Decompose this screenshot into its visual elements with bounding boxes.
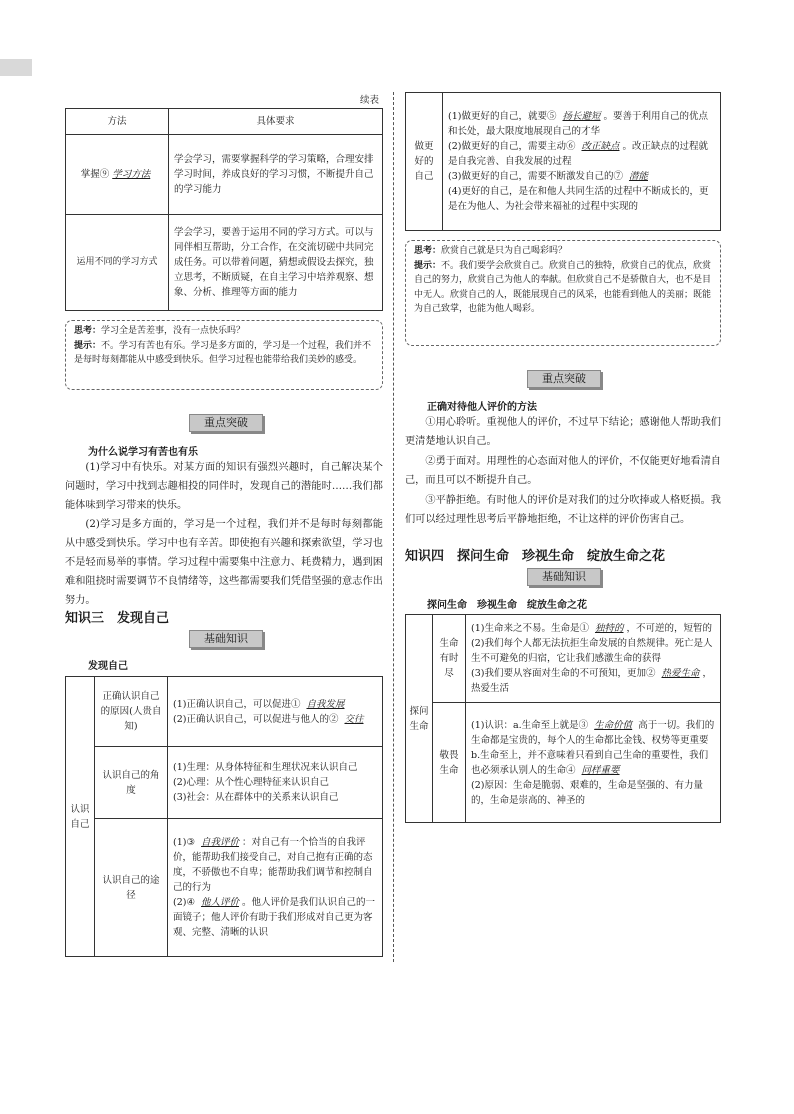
discover-self-table — [65, 676, 383, 957]
table-row — [66, 747, 383, 819]
row-label: 正确认识自己的原因(人贵自知) — [95, 677, 168, 747]
paragraph: (1)学习中有快乐。对某方面的知识有强烈兴趣时，自己解决某个问题时，学习中找到志趣相投的同伴时，发现自己的潜能时……我们都能体味到学习带来的快乐。 — [65, 462, 383, 511]
table-header-method: 方法 — [66, 109, 169, 135]
paragraph: ③平静拒绝。有时他人的评价是对我们的过分吹捧或人格贬损。我们可以经过理性思考后平静地拒绝，不让这样的评价伤害自己。 — [405, 495, 721, 525]
row-label: 做更好的自己 — [406, 93, 443, 231]
page-edge-tab — [0, 59, 32, 76]
method-cell: 掌握⑨ 学习方法 — [66, 135, 169, 215]
row-content: (1)生命来之不易。生命是① 独特的 ，不可逆的，短暂的 (2)我们每个人都无法抗拒生命发展的自然规律。死亡是人生不可避免的归宿，它让我们感激生命的获得 (3)我们要从容面对生命的不可预知，更加② 热爱生命 ，热爱生活 — [466, 615, 721, 703]
row-label: 认识自己的途径 — [95, 819, 168, 957]
table-row — [66, 135, 383, 215]
method-cell: 运用不同的学习方式 — [66, 215, 169, 311]
table-row — [406, 93, 721, 231]
better-self-table — [405, 92, 721, 231]
continued-label: 续表 — [360, 95, 380, 106]
table-row — [406, 615, 721, 703]
subsection-title: 发现自己 — [88, 661, 128, 672]
key-point-banner: 重点突破 — [527, 370, 601, 388]
requirement-cell: 学会学习，要善于运用不同的学习方式。可以与同伴相互帮助，分工合作，在交流切磋中共同完成任务。可以带着问题，猜想或假设去探究，独立思考，不断质疑，在自主学习中培养观察、想象、分析、推理等方面的能力 — [169, 215, 383, 311]
row-label: 生命有时尽 — [433, 615, 466, 703]
think-box: 思考：学习全是苦差事，没有一点快乐吗？ 提示：不。学习有苦也有乐。学习是多方面的，学习是一个过程，我们并不是每时每刻都能从中感受到快乐。但学习过程也能带给我们美妙的感受。 — [65, 320, 383, 390]
row-label: 敬畏生命 — [433, 703, 466, 823]
basic-knowledge-banner: 基础知识 — [189, 630, 263, 648]
row-content: (1)正确认识自己，可以促进① 自我发展 (2)正确认识自己，可以促进与他人的② 交往 — [168, 677, 383, 747]
basic-knowledge-banner: 基础知识 — [527, 568, 601, 586]
subsection-title: 探问生命 珍视生命 绽放生命之花 — [427, 600, 587, 611]
table-row — [66, 819, 383, 957]
table-row — [66, 215, 383, 311]
paragraph: ①用心聆听。重视他人的评价，不过早下结论；感谢他人帮助我们更清楚地认识自己。 — [405, 417, 721, 447]
key-point-title: 为什么说学习有苦也有乐 — [88, 447, 198, 458]
table-row — [66, 677, 383, 747]
paragraph: ②勇于面对。用理性的心态面对他人的评价，不仅能更好地看清自己，而且可以不断提升自己。 — [405, 456, 721, 486]
group-label: 探问生命 — [406, 615, 433, 823]
key-point-title: 正确对待他人评价的方法 — [427, 402, 537, 413]
row-content: (1)认识：a.生命至上就是③ 生命价值 高于一切。我们的生命都是宝贵的，每个人的生命都比金钱、权势等更重要 b.生命至上，并不意味着只看到自己生命的重要性，我们也必须承认别人的生命④ 同样重要 (2)原因：生命是脆弱、艰难的，生命是坚强的、有力量的，生命是崇高的、神圣的 — [466, 703, 721, 823]
section-title: 知识四 探问生命 珍视生命 绽放生命之花 — [405, 549, 666, 564]
section-title: 知识三 发现自己 — [65, 611, 170, 626]
life-table — [405, 614, 721, 823]
column-divider — [393, 92, 394, 962]
row-content: (1)做更好的自己，就要⑤ 扬长避短 。要善于利用自己的优点和长处，最大限度地展现自己的才华 (2)做更好的自己，需要主动⑥ 改正缺点 。改正缺点的过程就是自我完善、自我发展的过程 (3)做更好的自己，需要不断激发自己的⑦ 潜能 (4)更好的自己，是在和他人共同生活的过程中不断成长的，更是在为他人、为社会带来福祉的过程中实现的 — [443, 93, 721, 231]
key-point-banner: 重点突破 — [189, 414, 263, 432]
row-label: 认识自己的角度 — [95, 747, 168, 819]
row-content: (1)生理：从身体特征和生理状况来认识自己 (2)心理：从个性心理特征来认识自己 (3)社会：从在群体中的关系来认识自己 — [168, 747, 383, 819]
methods-table — [65, 108, 383, 311]
requirement-cell: 学会学习，需要掌握科学的学习策略，合理安排学习时间，养成良好的学习习惯，不断提升自己的学习能力 — [169, 135, 383, 215]
paragraph: (2)学习是多方面的，学习是一个过程，我们并不是每时每刻都能从中感受到快乐。学习中也有辛苦。即使抱有兴趣和探索欲望，学习也不是轻而易举的事情。学习过程中需要集中注意力、耗费精力，遇到困难和阻挠时需要调节不良情绪等，这些都需要我们凭借坚强的意志作出努力。 — [65, 519, 383, 606]
group-label: 认识自己 — [66, 677, 95, 957]
table-header-requirement: 具体要求 — [169, 109, 383, 135]
think-box: 思考：欣赏自己就是只为自己喝彩吗？ 提示：不。我们要学会欣赏自己。欣赏自己的独特，欣赏自己的优点，欣赏自己的努力，欣赏自己为他人的奉献。但欣赏自己不是骄傲自大，也不是目中无人。欣赏自己的人，既能展现自己的风采，也能看到他人的美丽；既能为自己致掌，也能为他人喝彩。 — [405, 240, 721, 346]
row-content: (1)③ 自我评价 ：对自己有一个恰当的自我评价，能帮助我们接受自己，对自己抱有正确的态度，不骄傲也不自卑；能帮助我们调节和控制自己的行为 (2)④ 他人评价 。他人评价是我们认识自己的一面镜子；他人评价有助于我们形成对自己更为客观、完整、清晰的认识 — [168, 819, 383, 957]
table-row — [406, 703, 721, 823]
